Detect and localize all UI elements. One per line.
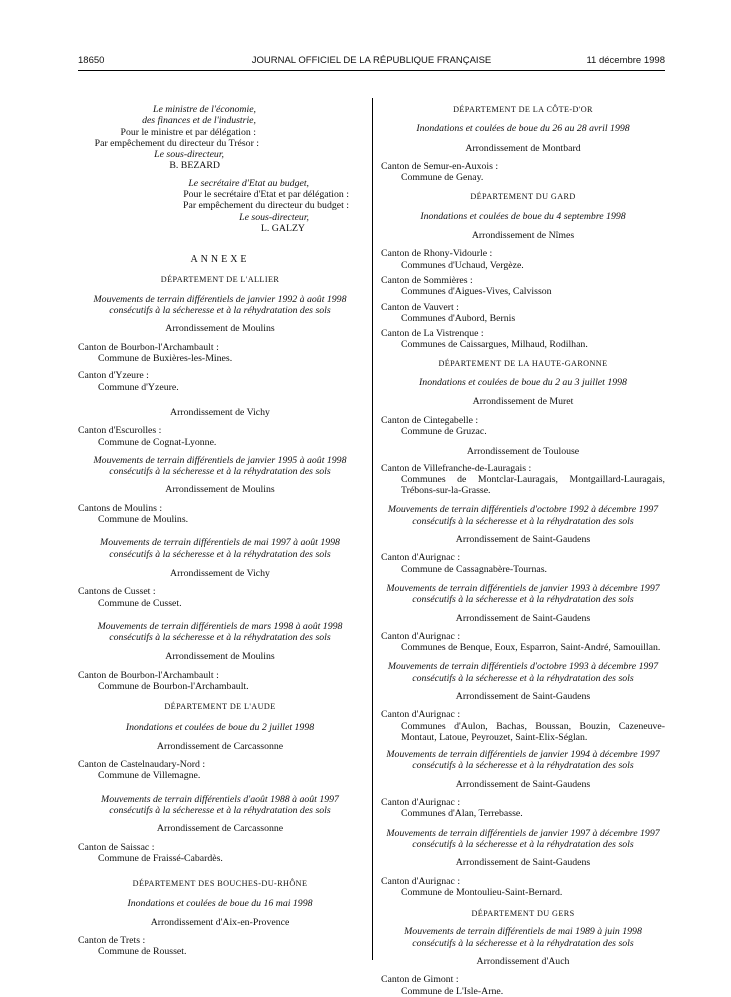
event-line: consécutifs à la sécheresse et à la réhydratation des sols: [109, 632, 331, 644]
event-description: [78, 455, 362, 478]
commune-list: Commune de Buxières-les-Mines.: [98, 353, 233, 365]
event-description: [381, 661, 665, 684]
event-line: Mouvements de terrain différentiels de janvier 1995 à août 1998: [93, 454, 347, 466]
department-heading: DÉPARTEMENT DE L'ALLIER: [160, 274, 280, 284]
event-line: Mouvements de terrain différentiels de mai 1997 à août 1998: [100, 537, 340, 549]
annexe-title: ANNEXE: [190, 254, 250, 266]
sig-line: Le secrétaire d'Etat au budget,: [188, 177, 309, 189]
signature-block-budget: [78, 178, 349, 234]
event-line: Mouvements de terrain différentiels de mai 1989 à juin 1998: [404, 926, 642, 938]
arrondissement-heading: Arrondissement de Saint-Gaudens: [455, 612, 591, 624]
canton-label: Canton d'Escurolles :: [78, 425, 162, 437]
event-line: Mouvements de terrain différentiels de janvier 1992 à août 1998: [93, 293, 347, 305]
canton-label: Canton de Rhony-Vidourle :: [381, 248, 493, 260]
event-line: Mouvements de terrain différentiels de mars 1998 à août 1998: [97, 620, 343, 632]
sig-line: Par empêchement du directeur du budget :: [183, 200, 349, 212]
event-description: [78, 294, 362, 317]
department-heading: DÉPARTEMENT DE L'AUDE: [164, 702, 276, 712]
canton-label: Canton de Villefranche-de-Lauragais :: [381, 462, 532, 474]
commune-list: Commune de Montoulieu-Saint-Bernard.: [401, 886, 563, 898]
event-line: consécutifs à la sécheresse et à la réhydratation des sols: [109, 305, 331, 317]
canton-label: Cantons de Cusset :: [78, 586, 156, 598]
canton-label: Canton de Sommières :: [381, 274, 473, 286]
commune-list: Commune de Cassagnabère-Tournas.: [401, 563, 547, 575]
commune-list: Communes d'Aubord, Bernis: [401, 312, 516, 324]
commune-list: Commune de Fraissé-Cabardès.: [98, 852, 223, 864]
column-divider: [372, 98, 373, 960]
commune-list: Commune de Genay.: [401, 172, 484, 184]
canton-label: Canton de Bourbon-l'Archambault :: [78, 341, 219, 353]
event-line: Inondations et coulées de boue du 4 septembre 1998: [420, 210, 626, 222]
event-line: consécutifs à la sécheresse et à la réhydratation des sols: [109, 805, 331, 817]
event-description: [78, 621, 362, 644]
department-heading: DÉPARTEMENT DE LA CÔTE-D'OR: [453, 105, 593, 114]
event-line: Mouvements de terrain différentiels de janvier 1994 à décembre 1997: [386, 749, 660, 761]
arrondissement-heading: Arrondissement de Muret: [472, 396, 574, 408]
sig-line: Par empêchement du directeur du Trésor :: [94, 137, 259, 149]
commune-list: Communes d'Alan, Terrebasse.: [401, 808, 523, 820]
arrondissement-heading: Arrondissement d'Aix-en-Provence: [150, 916, 290, 928]
arrondissement-heading: Arrondissement de Moulins: [165, 323, 275, 335]
event-line: Inondations et coulées de boue du 26 au 28 avril 1998: [416, 123, 630, 135]
header-rule: [78, 70, 665, 71]
event-line: Mouvements de terrain différentiels de janvier 1993 à décembre 1997: [386, 582, 660, 594]
event-line: Inondations et coulées de boue du 16 mai 1998: [127, 897, 313, 909]
arrondissement-heading: Arrondissement de Toulouse: [466, 446, 580, 458]
arrondissement-heading: Arrondissement de Saint-Gaudens: [455, 534, 591, 546]
left-column: [78, 104, 362, 958]
canton-label: Canton d'Aurignac :: [381, 630, 461, 642]
canton-label: Canton de Bourbon-l'Archambault :: [78, 669, 219, 681]
right-column: [381, 104, 665, 997]
canton-label: Canton de Gimont :: [381, 974, 459, 986]
commune-list: Communes d'Aulon, Bachas, Boussan, Bouzin, Cazeneuve-Montaut, Latoue, Peyrouzet, Saint-Elix-Séglan.: [401, 720, 665, 743]
event-line: Mouvements de terrain différentiels de janvier 1997 à décembre 1997: [386, 827, 660, 839]
commune-list: Commune de L'Isle-Arne.: [401, 985, 504, 997]
arrondissement-heading: Arrondissement de Vichy: [170, 567, 270, 579]
signature-block-finance: [78, 104, 259, 172]
canton-label: Canton de Castelnaudary-Nord :: [78, 759, 206, 771]
arrondissement-heading: Arrondissement d'Auch: [476, 956, 570, 968]
event-line: consécutifs à la sécheresse et à la réhydratation des sols: [412, 672, 634, 684]
event-line: consécutifs à la sécheresse et à la réhydratation des sols: [412, 838, 634, 850]
department-heading: DÉPARTEMENT DU GERS: [471, 909, 575, 919]
department-heading: DÉPARTEMENT DU GARD: [470, 192, 576, 202]
event-description: [381, 583, 665, 606]
canton-label: Canton d'Aurignac :: [381, 797, 461, 809]
event-line: consécutifs à la sécheresse et à la réhydratation des sols: [412, 760, 634, 772]
journal-title: JOURNAL OFFICIEL DE LA RÉPUBLIQUE FRANÇAISE: [251, 55, 492, 66]
event-line: Inondations et coulées de boue du 2 au 3 juillet 1998: [419, 377, 627, 389]
commune-list: Communes de Montclar-Lauragais, Montgaillard-Lauragais, Trébons-sur-la-Grasse.: [401, 473, 665, 497]
left-entries: [78, 274, 362, 958]
sig-line: Le sous-directeur,: [239, 211, 309, 223]
sig-line: Le ministre de l'économie,: [153, 104, 256, 115]
canton-label: Canton de Saissac :: [78, 841, 155, 853]
event-description: [78, 722, 362, 733]
commune-list: Commune de Rousset.: [98, 946, 187, 958]
arrondissement-heading: Arrondissement de Carcassonne: [156, 823, 284, 835]
event-description: [381, 749, 665, 772]
canton-label: Canton d'Yzeure :: [78, 370, 149, 382]
event-line: consécutifs à la sécheresse et à la réhydratation des sols: [412, 937, 634, 949]
event-line: consécutifs à la sécheresse et à la réhydratation des sols: [109, 466, 331, 478]
event-description: [78, 898, 362, 909]
arrondissement-heading: Arrondissement de Saint-Gaudens: [455, 690, 591, 702]
canton-label: Canton d'Aurignac :: [381, 552, 461, 564]
page-header: [78, 55, 665, 69]
event-line: consécutifs à la sécheresse et à la réhydratation des sols: [412, 515, 634, 527]
sig-name: L. GALZY: [260, 222, 305, 234]
arrondissement-heading: Arrondissement de Nîmes: [471, 230, 575, 242]
canton-label: Canton de La Vistrenque :: [381, 328, 484, 340]
canton-label: Canton de Semur-en-Auxois :: [381, 160, 499, 172]
canton-label: Canton d'Aurignac :: [381, 709, 461, 721]
department-heading: DÉPARTEMENT DES BOUCHES-DU-RHÔNE: [132, 879, 308, 889]
arrondissement-heading: Arrondissement de Vichy: [170, 406, 270, 418]
issue-date: 11 décembre 1998: [586, 55, 665, 66]
commune-list: Communes d'Uchaud, Vergèze.: [401, 259, 524, 271]
event-description: [78, 794, 362, 817]
event-description: [381, 211, 665, 222]
department-heading: DÉPARTEMENT DE LA HAUTE-GARONNE: [438, 358, 608, 368]
event-line: Mouvements de terrain différentiels d'octobre 1992 à décembre 1997: [387, 504, 659, 516]
commune-list: Commune de Moulins.: [98, 514, 189, 526]
right-entries: [381, 104, 665, 997]
event-description: [78, 537, 362, 560]
commune-list: Communes de Caissargues, Milhaud, Rodilhan.: [401, 339, 588, 351]
commune-list: Commune de Cusset.: [98, 597, 182, 609]
canton-label: Canton de Trets :: [78, 935, 146, 947]
event-line: Inondations et coulées de boue du 2 juillet 1998: [125, 721, 315, 733]
event-description: [381, 926, 665, 949]
commune-list: Communes d'Aigues-Vives, Calvisson: [401, 286, 552, 298]
event-line: consécutifs à la sécheresse et à la réhydratation des sols: [109, 548, 331, 560]
commune-list: Commune de Gruzac.: [401, 425, 487, 437]
event-line: Mouvements de terrain différentiels d'août 1988 à août 1997: [101, 793, 339, 805]
arrondissement-heading: Arrondissement de Carcassonne: [156, 740, 284, 752]
commune-list: Commune de Villemagne.: [98, 770, 201, 782]
canton-label: Canton d'Aurignac :: [381, 875, 461, 887]
canton-label: Canton de Cintegabelle :: [381, 414, 479, 426]
sig-line: Pour le ministre et par délégation :: [120, 126, 256, 138]
arrondissement-heading: Arrondissement de Saint-Gaudens: [455, 857, 591, 869]
event-line: Mouvements de terrain différentiels d'octobre 1993 à décembre 1997: [387, 661, 659, 673]
event-description: [381, 828, 665, 851]
commune-list: Commune de Cognat-Lyonne.: [98, 436, 217, 448]
commune-list: Commune d'Yzeure.: [98, 381, 179, 393]
sig-line: Pour le secrétaire d'Etat et par délégation :: [183, 189, 349, 201]
canton-label: Cantons de Moulins :: [78, 502, 163, 514]
event-line: consécutifs à la sécheresse et à la réhydratation des sols: [412, 594, 634, 606]
sig-line: des finances et de l'industrie,: [142, 115, 256, 127]
arrondissement-heading: Arrondissement de Moulins: [165, 484, 275, 496]
sig-line: Le sous-directeur,: [154, 149, 224, 161]
commune-list: Commune de Bourbon-l'Archambault.: [98, 680, 249, 692]
arrondissement-heading: Arrondissement de Moulins: [165, 651, 275, 663]
sig-name: B. BEZARD: [169, 160, 220, 172]
event-description: [381, 123, 665, 134]
commune-list: Communes de Benque, Eoux, Esparron, Saint-André, Samouillan.: [401, 642, 661, 654]
canton-label: Canton de Vauvert :: [381, 301, 459, 313]
arrondissement-heading: Arrondissement de Montbard: [465, 142, 581, 154]
event-description: [381, 377, 665, 388]
event-description: [381, 504, 665, 527]
arrondissement-heading: Arrondissement de Saint-Gaudens: [455, 778, 591, 790]
page-number: 18650: [78, 55, 105, 66]
